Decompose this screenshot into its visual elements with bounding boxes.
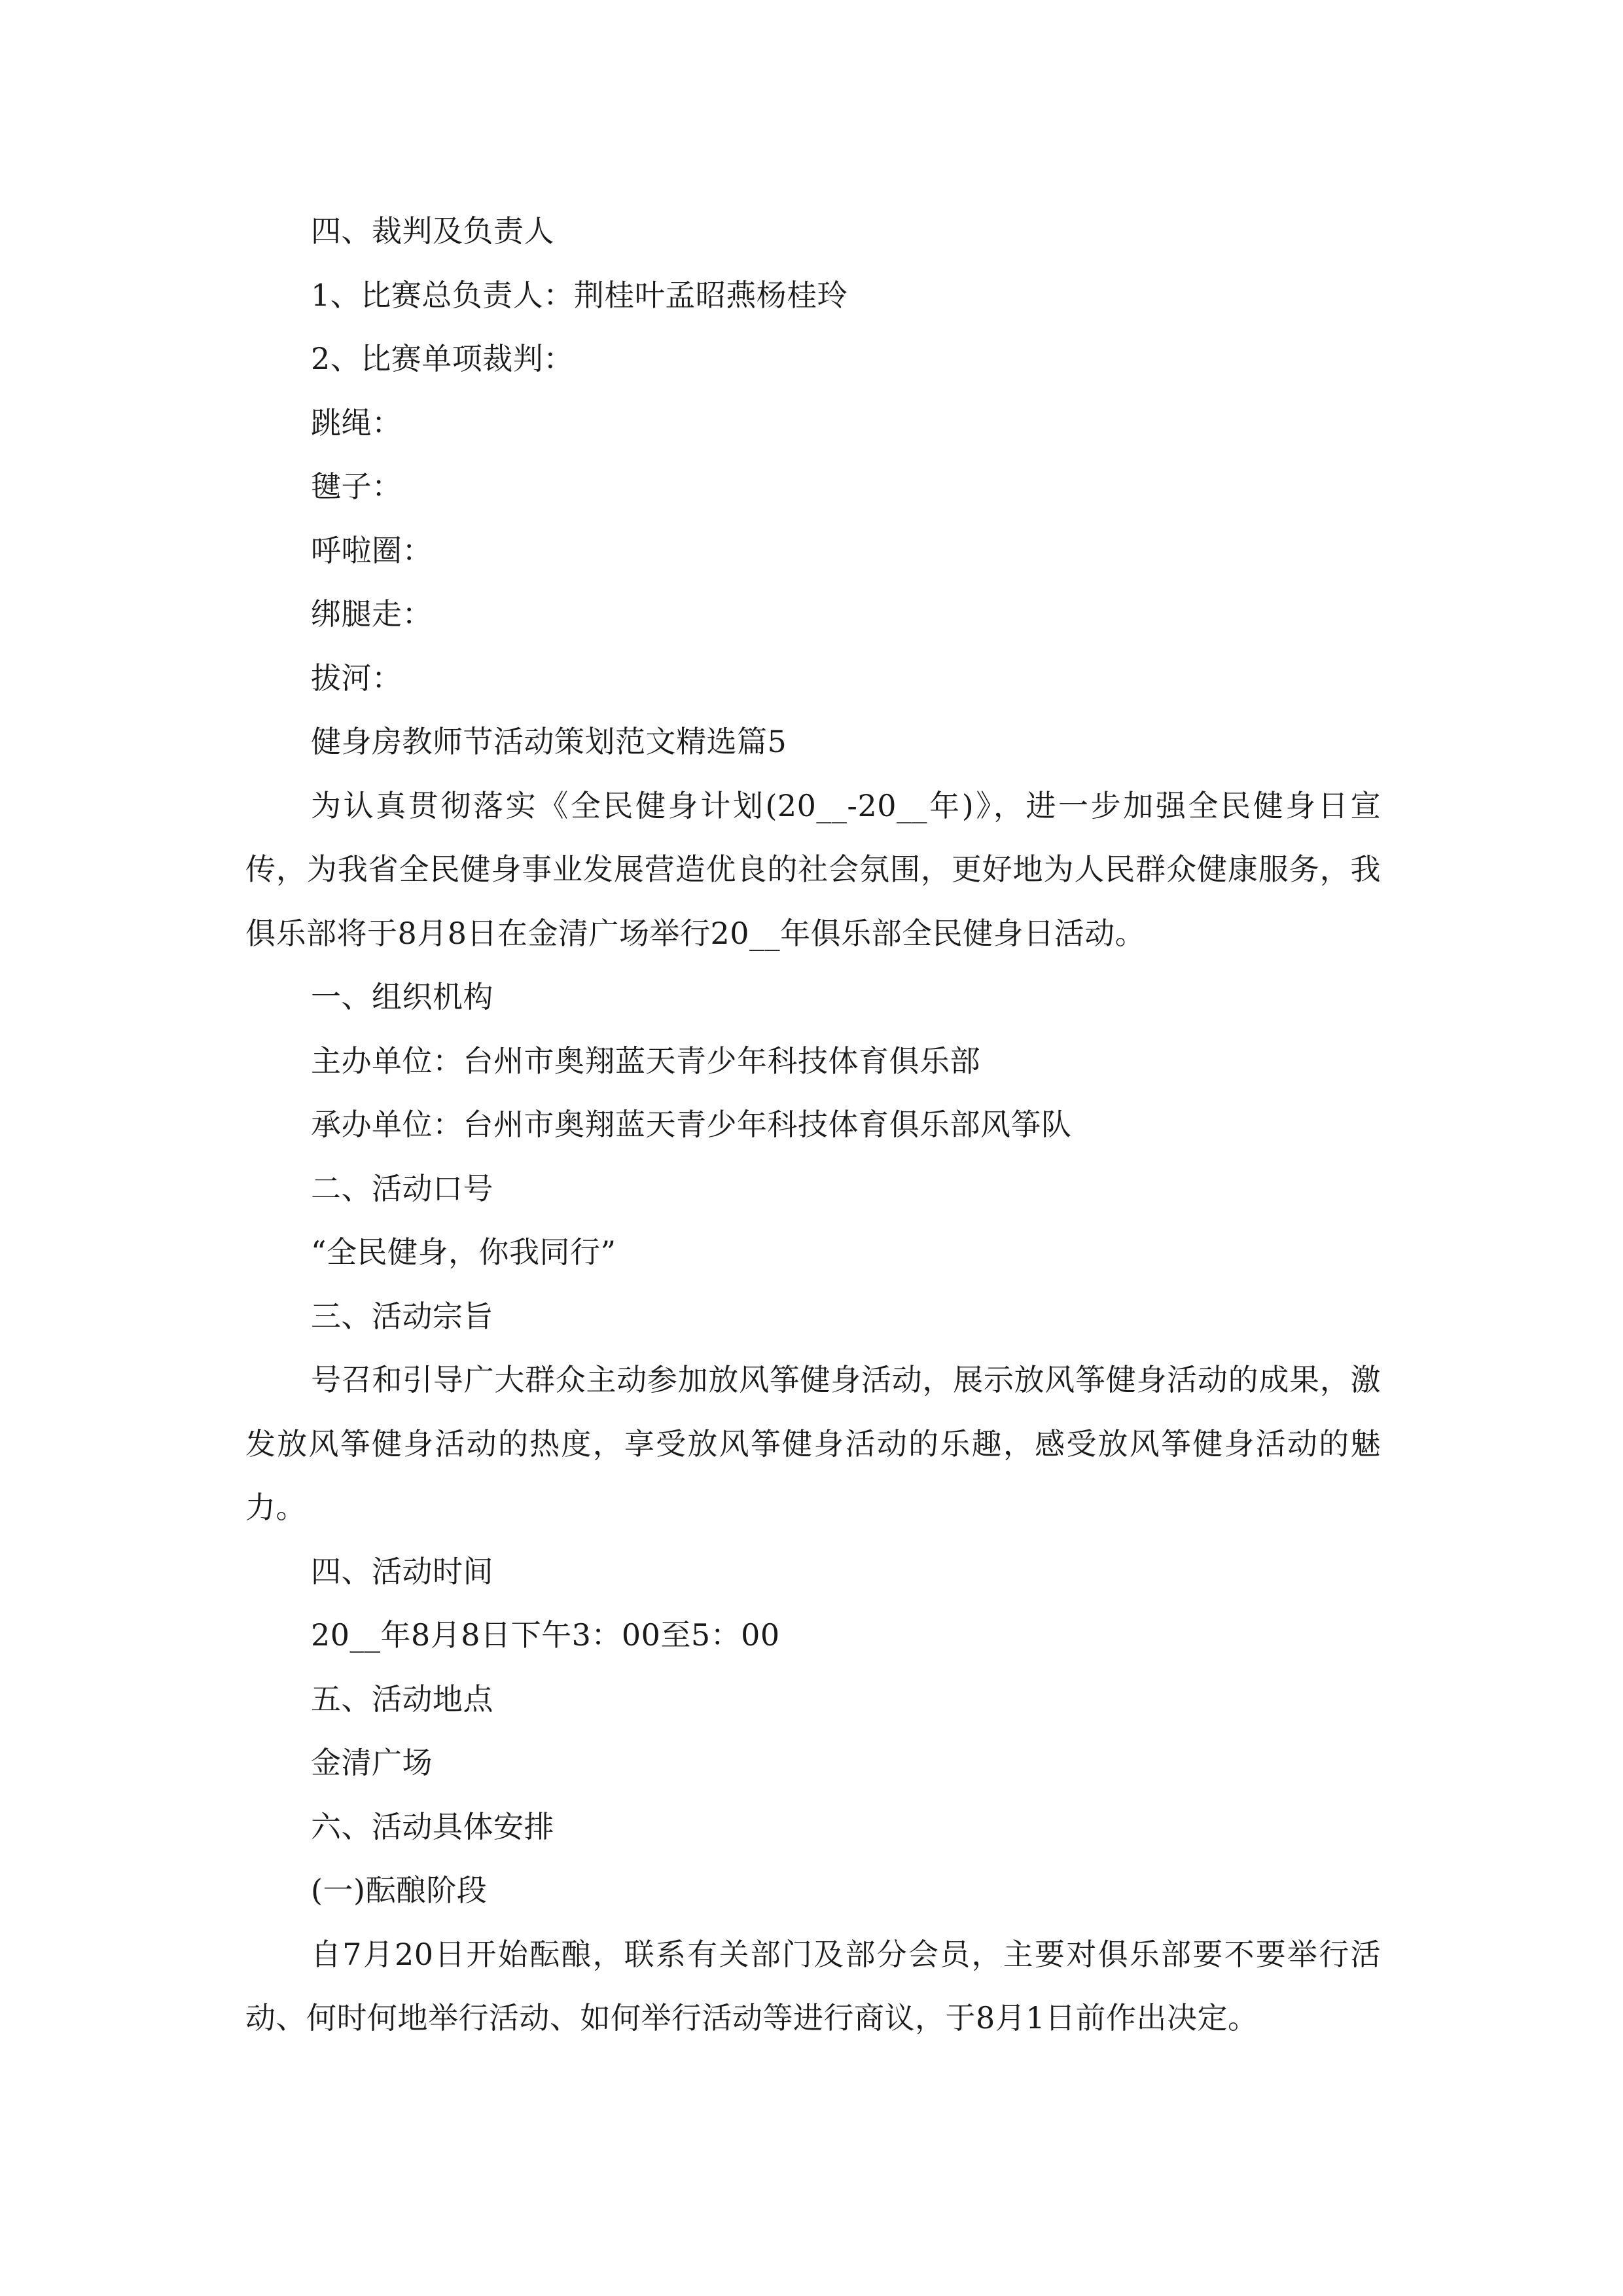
- section-heading-location: 五、活动地点: [311, 1681, 493, 1717]
- section-heading-referees: 四、裁判及负责人: [311, 213, 554, 249]
- event-time: 20__年8月8日下午3：00至5：00: [311, 1617, 780, 1653]
- document-body: [245, 200, 1381, 2051]
- referee-jump-rope: 跳绳：: [311, 404, 402, 440]
- referee-tug-of-war: 拔河：: [311, 660, 402, 696]
- purpose-paragraph: 号召和引导广大群众主动参加放风筝健身活动，展示放风筝健身活动的成果，激发放风筝健身活动的热度，享受放风筝健身活动的乐趣，感受放风筝健身活动的魅力。: [245, 1362, 1381, 1525]
- event-location: 金清广场: [311, 1745, 433, 1780]
- section-heading-time: 四、活动时间: [311, 1553, 493, 1589]
- article-title: 健身房教师节活动策划范文精选篇5: [311, 724, 787, 759]
- referee-three-legged-walk: 绑腿走：: [311, 596, 433, 632]
- slogan-text: “全民健身，你我同行”: [311, 1234, 616, 1270]
- list-item-event-referees: 2、比赛单项裁判：: [311, 341, 574, 376]
- section-heading-purpose: 三、活动宗旨: [311, 1298, 493, 1334]
- section-heading-arrangement: 六、活动具体安排: [311, 1808, 554, 1844]
- intro-paragraph: 为认真贯彻落实《全民健身计划(20__-20__年)》，进一步加强全民健身日宣传，为我省全民健身事业发展营造优良的社会氛围，更好地为人民群众健康服务，我俱乐部将于8月8日在金清广场举行20__年俱乐部全民健身日活动。: [245, 787, 1381, 951]
- subsection-heading-planning: (一)酝酿阶段: [311, 1873, 488, 1908]
- organizer-undertaker: 承办单位：台州市奥翔蓝天青少年科技体育俱乐部风筝队: [311, 1107, 1072, 1142]
- section-heading-slogan: 二、活动口号: [311, 1170, 493, 1206]
- referee-hula-hoop: 呼啦圈：: [311, 532, 433, 568]
- organizer-host: 主办单位：台州市奥翔蓝天青少年科技体育俱乐部: [311, 1043, 980, 1079]
- list-item-chief-referee: 1、比赛总负责人：荆桂叶孟昭燕杨桂玲: [311, 277, 848, 313]
- section-heading-organization: 一、组织机构: [311, 979, 493, 1014]
- planning-paragraph: 自7月20日开始酝酿，联系有关部门及部分会员，主要对俱乐部要不要举行活动、何时何地举行活动、如何举行活动等进行商议，于8月1日前作出决定。: [245, 1936, 1381, 2036]
- referee-shuttlecock: 毽子：: [311, 469, 402, 504]
